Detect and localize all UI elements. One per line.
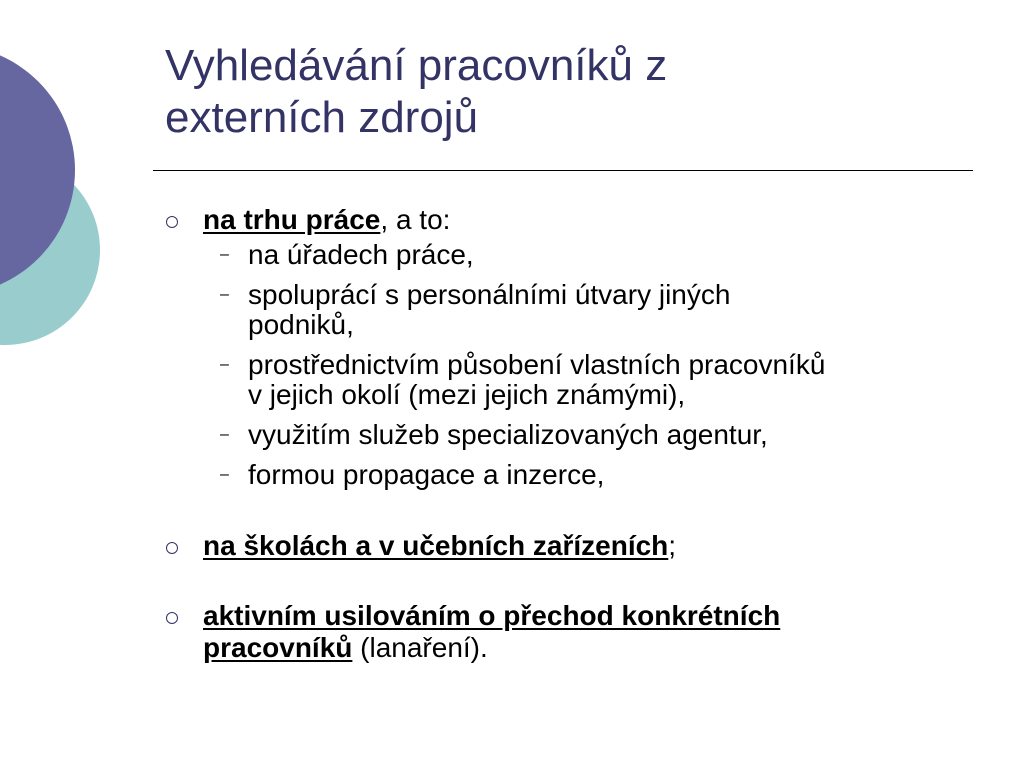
sub-item — [203, 240, 995, 270]
dash-bullet-icon: – — [220, 286, 229, 303]
bullet-schools-bold: na školách a v učebních zařízeních — [203, 530, 669, 561]
dash-bullet-icon: – — [220, 466, 229, 483]
bullet-active-recruiting-rest: (lanaření). — [352, 632, 488, 663]
decorative-circles — [0, 0, 110, 420]
circle-bullet-icon — [166, 612, 178, 624]
sub-item — [203, 350, 995, 410]
dash-bullet-icon: – — [220, 356, 229, 373]
sub-item-text: formou propagace a inzerce, — [248, 459, 605, 490]
sub-item-text-continued: v jejich okolí (mezi jejich známými), — [248, 379, 686, 410]
title-divider — [153, 170, 973, 171]
sub-item-text: prostřednictvím působení vlastních pracovníků — [248, 349, 826, 380]
circle-bullet-icon — [166, 216, 178, 228]
bullet-labor-market-rest: , a to: — [380, 204, 451, 235]
sub-item-text: využitím služeb specializovaných agentur, — [248, 419, 768, 450]
dash-bullet-icon: – — [220, 426, 229, 443]
bullet-schools — [165, 530, 995, 562]
sub-item-text: na úřadech práce, — [248, 239, 474, 270]
sub-list — [203, 240, 995, 490]
circle-bullet-icon — [166, 542, 178, 554]
slide-title — [165, 40, 965, 144]
sub-item-text-continued: podniků, — [248, 309, 354, 340]
dash-bullet-icon: – — [220, 246, 229, 263]
sub-item — [203, 420, 995, 450]
spacer — [165, 562, 995, 600]
bullet-active-recruiting-bold-1: aktivním usilováním o přechod konkrétních — [203, 600, 781, 631]
bullet-schools-rest: ; — [668, 530, 677, 561]
title-line-1: Vyhledávání pracovníků z — [165, 41, 668, 90]
bullet-labor-market — [165, 204, 995, 490]
spacer — [165, 500, 995, 530]
bullet-labor-market-bold: na trhu práce — [203, 204, 381, 235]
sub-item — [203, 280, 995, 340]
bullet-active-recruiting — [165, 600, 995, 664]
slide-body — [165, 204, 995, 664]
bullet-active-recruiting-bold-2: pracovníků — [203, 632, 353, 663]
title-line-2: externích zdrojů — [165, 93, 479, 142]
sub-item — [203, 460, 995, 490]
sub-item-text: spoluprácí s personálními útvary jiných — [248, 279, 731, 310]
